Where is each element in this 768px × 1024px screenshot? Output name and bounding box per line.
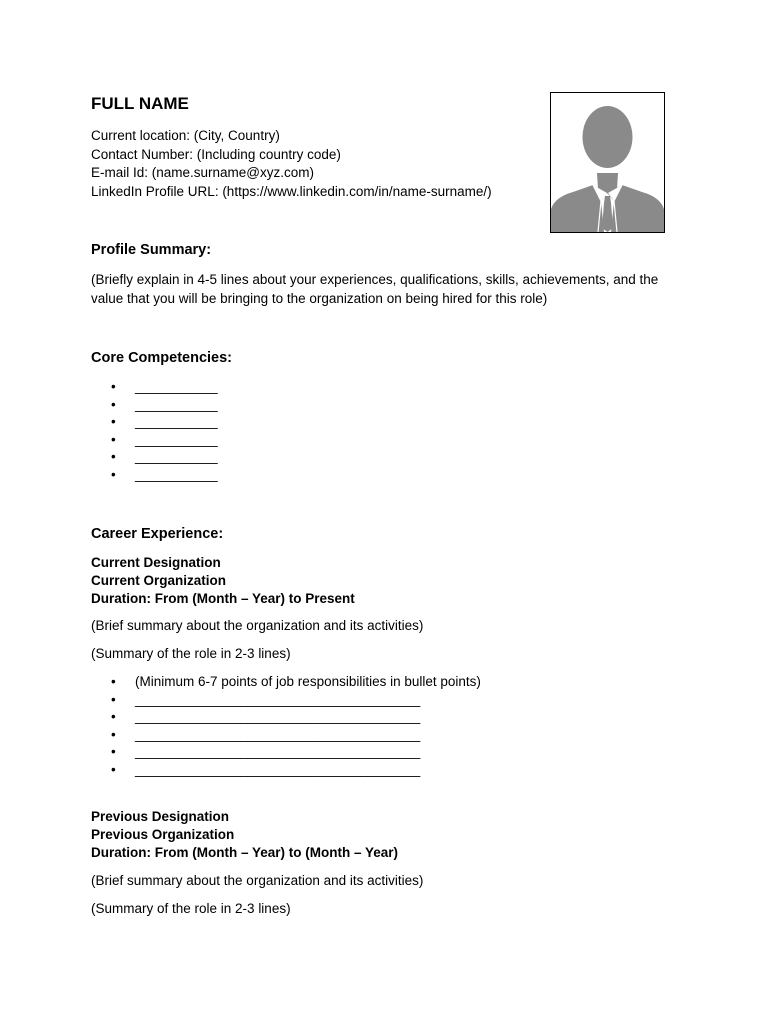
current-designation: Current Designation bbox=[91, 555, 221, 570]
bullet-icon: • bbox=[111, 674, 116, 689]
bullet-icon: • bbox=[111, 761, 116, 777]
list-item: • ______________________________________ bbox=[111, 709, 421, 725]
bullet-icon: • bbox=[111, 431, 116, 447]
bullet-icon: • bbox=[111, 379, 116, 394]
previous-designation: Previous Designation bbox=[91, 809, 230, 824]
bullet-icon: • bbox=[111, 466, 116, 482]
list-item: • ___________ bbox=[111, 414, 218, 430]
current-responsibilities-list bbox=[111, 673, 481, 779]
bullet-icon: • bbox=[111, 691, 116, 707]
full-name-heading: FULL NAME bbox=[91, 94, 189, 113]
list-item: • (Minimum 6-7 points of job responsibilities in bullet points) bbox=[111, 674, 481, 689]
location-line: Current location: (City, Country) bbox=[91, 128, 280, 143]
core-competencies-heading: Core Competencies: bbox=[91, 350, 233, 366]
profile-summary-heading: Profile Summary: bbox=[91, 242, 212, 258]
previous-organization: Previous Organization bbox=[91, 827, 235, 842]
bullet-icon: • bbox=[111, 449, 116, 465]
list-item: • ___________ bbox=[111, 431, 218, 447]
career-experience-heading: Career Experience: bbox=[91, 526, 224, 542]
core-competencies-list bbox=[111, 378, 218, 484]
previous-duration: Duration: From (Month – Year) to (Month – Year) bbox=[91, 845, 399, 860]
current-role-summary: (Summary of the role in 2-3 lines) bbox=[91, 646, 291, 661]
current-org-summary: (Brief summary about the organization and its activities) bbox=[91, 618, 424, 633]
profile-photo-placeholder bbox=[550, 92, 665, 233]
list-item: • ___________ bbox=[111, 466, 218, 482]
contact-number-line: Contact Number: (Including country code) bbox=[91, 146, 341, 162]
linkedin-line: LinkedIn Profile URL: (https://www.linkedin.com/in/name-surname/) bbox=[91, 183, 492, 199]
list-item: • ___________ bbox=[111, 379, 218, 394]
previous-role-summary: (Summary of the role in 2-3 lines) bbox=[91, 901, 291, 916]
bullet-icon: • bbox=[111, 726, 116, 742]
bullet-icon: • bbox=[111, 744, 116, 760]
list-item: • ______________________________________ bbox=[111, 726, 421, 742]
list-item: • ___________ bbox=[111, 449, 218, 465]
bullet-icon: • bbox=[111, 414, 116, 430]
contact-block bbox=[91, 127, 492, 201]
bullet-icon: • bbox=[111, 396, 116, 412]
current-organization: Current Organization bbox=[91, 573, 227, 588]
email-line: E-mail Id: (name.surname@xyz.com) bbox=[91, 165, 315, 180]
profile-summary-text: (Briefly explain in 4-5 lines about your experiences, qualifications, skills, achievements, and the value that you will be bringing to the organization on being hired for this role) bbox=[91, 272, 659, 306]
current-duration: Duration: From (Month – Year) to Present bbox=[91, 591, 355, 606]
list-item: • ___________ bbox=[111, 396, 218, 412]
previous-org-summary: (Brief summary about the organization and its activities) bbox=[91, 873, 424, 888]
bullet-icon: • bbox=[111, 709, 116, 725]
list-item: • ______________________________________ bbox=[111, 691, 421, 707]
list-item: • ______________________________________ bbox=[111, 761, 421, 777]
person-silhouette-icon bbox=[551, 93, 664, 232]
list-item: • ______________________________________ bbox=[111, 744, 421, 760]
